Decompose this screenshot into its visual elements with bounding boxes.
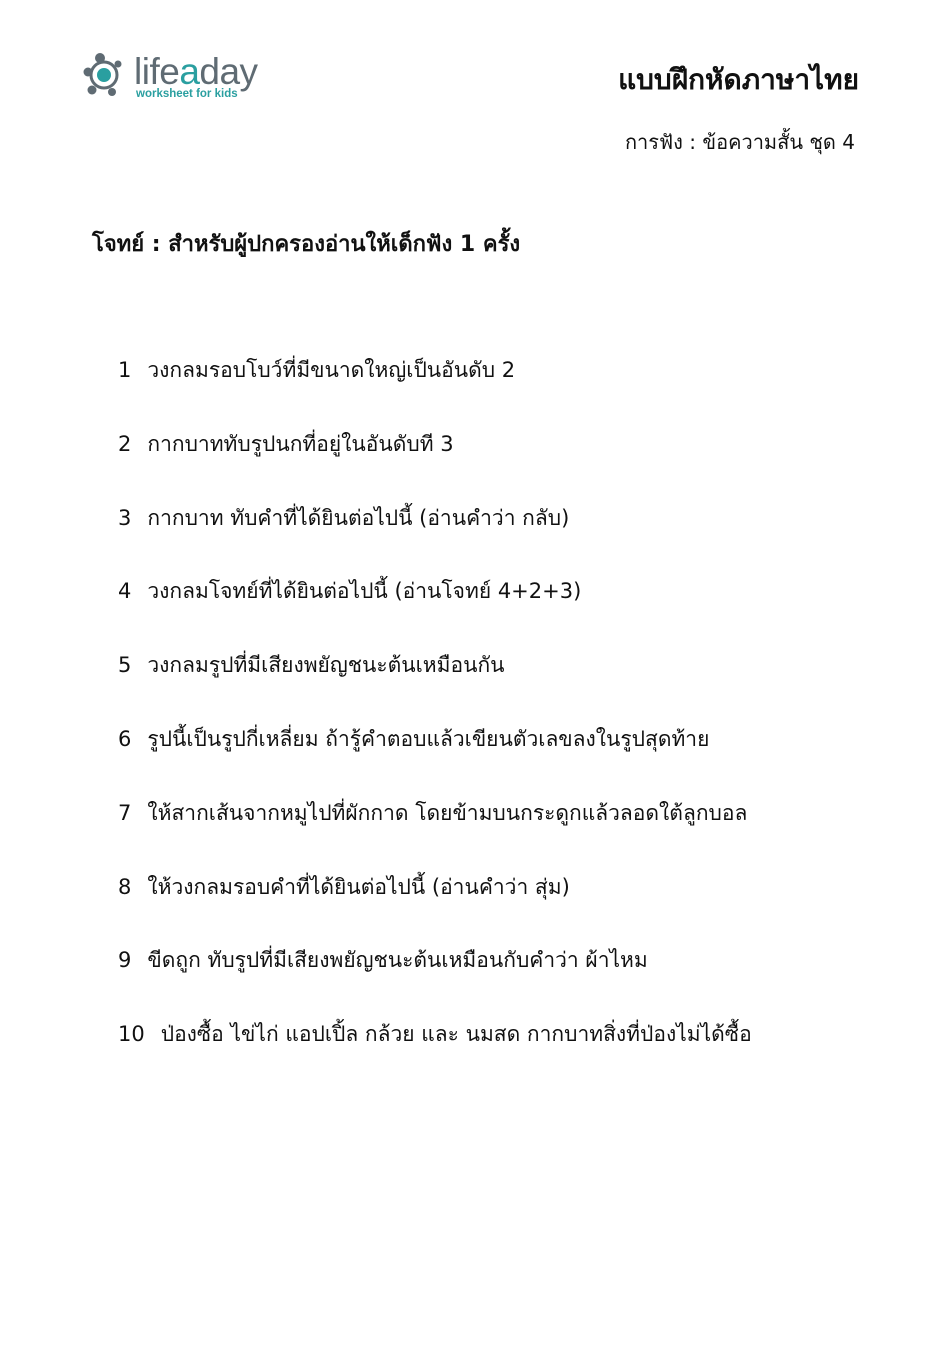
exercise-item-5 [118,647,752,721]
logo-word-part1: life [134,51,180,92]
item-number: 1 [118,358,132,382]
item-number: 10 [118,1022,145,1047]
item-text: ป่องซื้อ ไข่ไก่ แอปเปิ้ล กล้วย และ นมสด กากบาทสิ่งที่ป่องไม่ได้ซื้อ [160,1022,752,1047]
item-text: ให้สากเส้นจากหมูไปที่ผักกาด โดยข้ามบนกระดูกแล้วลอดใต้ลูกบอล [147,800,748,825]
instruction-heading: โจทย์ : สำหรับผู้ปกครองอ่านให้เด็กฟัง 1 ครั้ง [92,232,521,257]
exercise-item-7 [118,795,752,869]
item-text: วงกลมโจทย์ที่ได้ยินต่อไปนี้ (อ่านโจทย์ 4+2+3) [147,579,582,604]
exercise-item-2 [118,426,752,500]
item-number: 8 [118,874,132,899]
logo-tagline: worksheet for kids [136,88,238,100]
exercise-item-8 [118,869,752,943]
item-number: 5 [118,653,132,678]
page-subtitle: การฟัง : ข้อความสั้น ชุด 4 [624,130,855,154]
exercise-item-1 [118,352,752,426]
logo-word-part3: day [199,51,258,92]
item-text: กากบาท ทับคำที่ได้ยินต่อไปนี้ (อ่านคำว่า กลับ) [147,505,570,530]
item-text: ขีดถูก ทับรูปที่มีเสียงพยัญชนะต้นเหมือนกับคำว่า ผ้าไหม [147,948,648,973]
item-number: 2 [118,431,132,456]
molecule-dots-icon [82,50,132,100]
exercise-item-10 [118,1016,752,1090]
item-text: รูปนี้เป็นรูปกี่เหลี่ยม ถ้ารู้คำตอบแล้วเขียนตัวเลขลงในรูปสุดท้าย [147,726,710,751]
exercise-list [118,352,752,1090]
item-text: กากบาททับรูปนกที่อยู่ในอันดับที 3 [147,431,454,456]
logo-wordmark [134,52,258,92]
item-text: วงกลมรอบโบว์ที่มีขนาดใหญ่เป็นอันดับ 2 [147,358,516,382]
item-text: ให้วงกลมรอบคำที่ได้ยินต่อไปนี้ (อ่านคำว่า สุ่ม) [147,874,570,899]
logo-word-part2: a [179,51,200,92]
exercise-item-6 [118,721,752,795]
item-number: 6 [118,726,132,751]
item-number: 9 [118,948,132,973]
page-title: แบบฝึกหัดภาษาไทย [618,63,859,96]
exercise-item-9 [118,942,752,1016]
exercise-item-4 [118,573,752,647]
exercise-item-3 [118,500,752,574]
item-number: 3 [118,505,132,530]
item-number: 4 [118,579,132,604]
item-number: 7 [118,800,132,825]
lifeaday-logo [82,50,282,106]
item-text: วงกลมรูปที่มีเสียงพยัญชนะต้นเหมือนกัน [147,653,505,678]
